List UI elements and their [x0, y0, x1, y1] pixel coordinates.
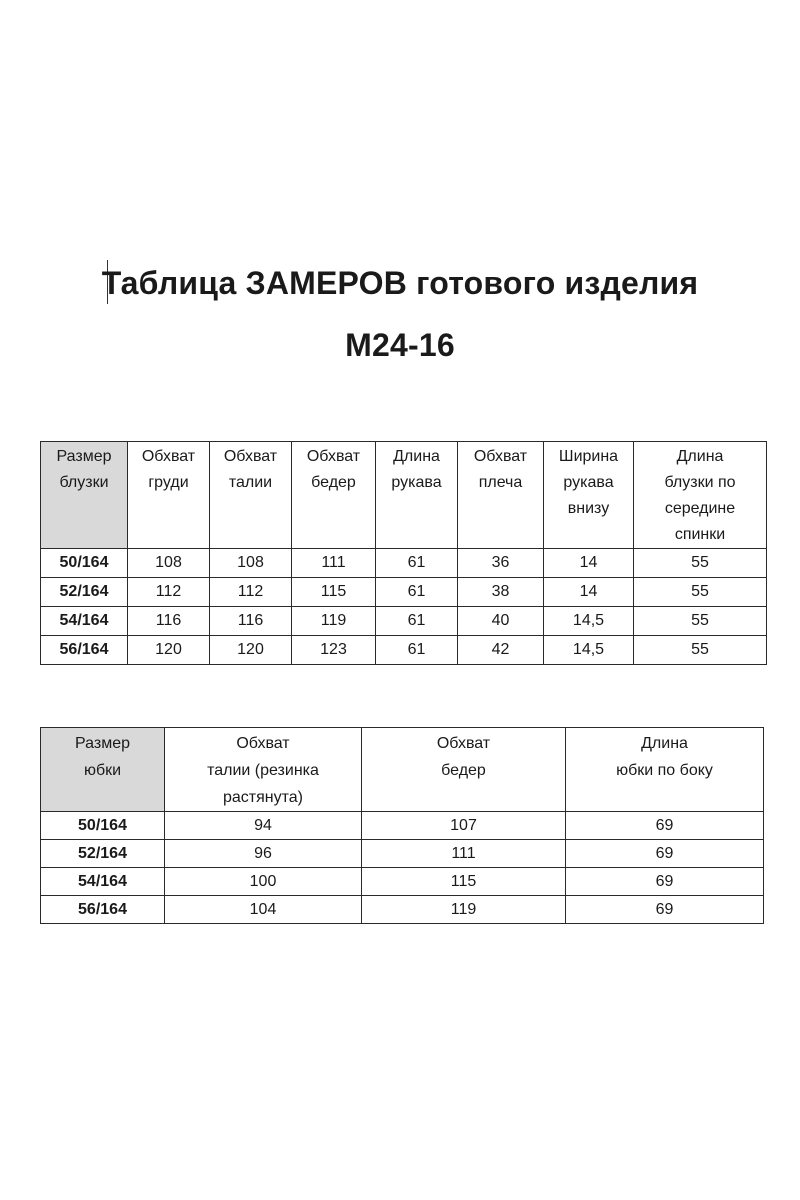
size-column-header — [41, 728, 165, 812]
size-cell: 50/164 — [41, 812, 165, 840]
value-cell: 119 — [362, 896, 566, 924]
value-cell: 69 — [566, 868, 764, 896]
value-cell: 108 — [128, 549, 210, 578]
value-cell: 36 — [458, 549, 544, 578]
value-cell: 61 — [376, 578, 458, 607]
header-line: Обхват — [141, 448, 196, 465]
value-cell: 42 — [458, 636, 544, 665]
skirt-measurements-table — [40, 727, 764, 924]
size-cell: 56/164 — [41, 896, 165, 924]
column-header — [566, 728, 764, 812]
header-line: талии (резинка — [207, 762, 319, 779]
value-cell: 108 — [210, 549, 292, 578]
value-cell: 55 — [634, 578, 767, 607]
header-line: блузки — [59, 474, 109, 491]
size-column-header — [41, 442, 128, 549]
value-cell: 14 — [544, 549, 634, 578]
model-code: М24-16 — [345, 327, 455, 363]
value-cell: 38 — [458, 578, 544, 607]
header-line: Обхват — [306, 448, 361, 465]
value-cell: 123 — [292, 636, 376, 665]
header-line: растянута) — [223, 789, 303, 806]
size-cell: 56/164 — [41, 636, 128, 665]
table-row — [41, 840, 764, 868]
value-cell: 115 — [362, 868, 566, 896]
header-line: плеча — [478, 474, 523, 491]
header-line: внизу — [567, 500, 610, 517]
value-cell: 55 — [634, 607, 767, 636]
header-line: Обхват — [436, 735, 491, 752]
table-header-row — [41, 442, 767, 549]
value-cell: 14,5 — [544, 636, 634, 665]
header-line: бедер — [441, 762, 486, 779]
column-header — [544, 442, 634, 549]
document-title: Таблица ЗАМЕРОВ готового изделия — [101, 265, 699, 301]
column-header — [458, 442, 544, 549]
table-row — [41, 896, 764, 924]
header-line: Длина — [641, 735, 688, 752]
table-body — [41, 812, 764, 924]
value-cell: 69 — [566, 896, 764, 924]
value-cell: 116 — [128, 607, 210, 636]
column-header — [292, 442, 376, 549]
header-line: спинки — [674, 526, 726, 543]
size-cell: 54/164 — [41, 868, 165, 896]
header-line: Обхват — [473, 448, 528, 465]
value-cell: 55 — [634, 636, 767, 665]
value-cell: 61 — [376, 549, 458, 578]
column-header — [634, 442, 767, 549]
value-cell: 112 — [128, 578, 210, 607]
value-cell: 100 — [165, 868, 362, 896]
header-line: талии — [228, 474, 273, 491]
header-line: Размер — [75, 735, 130, 752]
header-line: груди — [148, 474, 189, 491]
column-header — [376, 442, 458, 549]
header-line: юбки — [83, 762, 122, 779]
table-body — [41, 549, 767, 665]
header-line: середине — [664, 500, 736, 517]
value-cell: 107 — [362, 812, 566, 840]
table-row — [41, 868, 764, 896]
header-line: Обхват — [223, 448, 278, 465]
header-line: Размер — [56, 448, 112, 465]
value-cell: 104 — [165, 896, 362, 924]
header-line: Длина — [676, 448, 724, 465]
size-cell: 54/164 — [41, 607, 128, 636]
table-row — [41, 578, 767, 607]
table-row — [41, 636, 767, 665]
column-header — [362, 728, 566, 812]
value-cell: 120 — [128, 636, 210, 665]
value-cell: 61 — [376, 636, 458, 665]
value-cell: 14,5 — [544, 607, 634, 636]
value-cell: 111 — [362, 840, 566, 868]
value-cell: 69 — [566, 812, 764, 840]
size-cell: 52/164 — [41, 578, 128, 607]
header-line: Ширина — [558, 448, 619, 465]
value-cell: 61 — [376, 607, 458, 636]
value-cell: 14 — [544, 578, 634, 607]
header-line: Длина — [393, 448, 440, 465]
size-cell: 50/164 — [41, 549, 128, 578]
value-cell: 112 — [210, 578, 292, 607]
value-cell: 115 — [292, 578, 376, 607]
value-cell: 116 — [210, 607, 292, 636]
table-row — [41, 812, 764, 840]
table-row — [41, 607, 767, 636]
header-line: Обхват — [236, 735, 290, 752]
header-line: рукава — [563, 474, 614, 491]
size-cell: 52/164 — [41, 840, 165, 868]
value-cell: 40 — [458, 607, 544, 636]
column-header — [165, 728, 362, 812]
column-header — [210, 442, 292, 549]
value-cell: 94 — [165, 812, 362, 840]
table-row — [41, 549, 767, 578]
value-cell: 111 — [292, 549, 376, 578]
header-line: бедер — [311, 474, 356, 491]
value-cell: 69 — [566, 840, 764, 868]
header-line: рукава — [391, 474, 442, 491]
value-cell: 55 — [634, 549, 767, 578]
column-header — [128, 442, 210, 549]
header-line: блузки по — [664, 474, 736, 491]
value-cell: 120 — [210, 636, 292, 665]
header-line: юбки по боку — [616, 762, 713, 779]
value-cell: 119 — [292, 607, 376, 636]
blouse-measurements-table — [40, 441, 767, 665]
table-header-row — [41, 728, 764, 812]
value-cell: 96 — [165, 840, 362, 868]
